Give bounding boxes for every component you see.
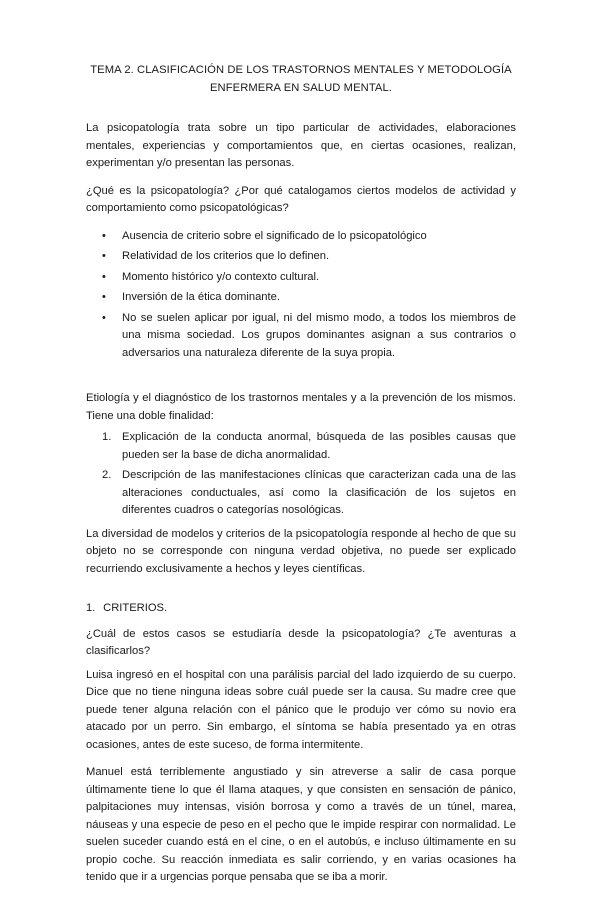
document-page <box>86 62 516 897</box>
etiology-paragraph: Etiología y el diagnóstico de los trastornos mentales y a la prevención de los mismos. Tiene una doble finalidad: <box>86 392 516 422</box>
criteria-bullet-list <box>86 228 516 363</box>
bullet-icon: • <box>102 250 106 262</box>
numbered-item <box>86 429 516 464</box>
numbered-item <box>86 467 516 520</box>
case-manuel-paragraph: Manuel está terriblemente angustiado y sin atreverse a salir de casa porque últimamente tiene lo que él llama ataques, y que consisten en sensación de pánico, palpitaciones muy intensas, visión borrosa y como a través de un túnel, marea, náuseas y una especie de peso en el pecho que le impide respirar con normalidad. Le suelen suceder cuando está en el cine, o en el autobús, e incluso últimamente en su propio coche. Su reacción inmediata es salir corriendo, y en varias ocasiones ha tenido que ir a urgencias porque pensaba que se iba a morir. <box>86 766 516 883</box>
document-title <box>86 62 516 97</box>
section-label: CRITERIOS. <box>103 602 168 614</box>
bullet-item <box>86 289 516 307</box>
bullet-text: No se suelen aplicar por igual, ni del mismo modo, a todos los miembros de una misma sociedad. Los grupos dominantes asignan a sus contrarios o adversarios una naturaleza diferente de la suya propia. <box>122 311 516 359</box>
bullet-text: Relatividad de los criterios que lo definen. <box>122 250 330 262</box>
intro-paragraph: La psicopatología trata sobre un tipo particular de actividades, elaboraciones mentales, experiencias y comportamientos que, en ciertas ocasiones, realizan, experimentan y/o presentan las personas. <box>86 122 516 169</box>
item-number: 2. <box>102 469 112 481</box>
bullet-icon: • <box>102 270 106 283</box>
bullet-icon: • <box>102 311 106 324</box>
title-line-1: TEMA 2. CLASIFICACIÓN DE LOS TRASTORNOS MENTALES Y METODOLOGÍA <box>90 64 512 76</box>
bullet-icon: • <box>102 229 106 242</box>
purpose-numbered-list <box>86 429 516 520</box>
bullet-icon: • <box>102 291 106 303</box>
bullet-text: Momento histórico y/o contexto cultural. <box>122 270 320 283</box>
diversity-paragraph: La diversidad de modelos y criterios de la psicopatología responde al hecho de que su objeto no se corresponde con ninguna verdad objetiva, no puede ser explicado recurriendo exclusivamente a hechos y leyes científicas. <box>86 527 516 575</box>
section-heading-criterios <box>86 600 516 618</box>
bullet-item <box>86 269 516 287</box>
title-line-2: ENFERMERA EN SALUD MENTAL. <box>209 81 393 94</box>
item-text: Explicación de la conducta anormal, búsqueda de las posibles causas que pueden ser la base de dicha anormalidad. <box>122 431 516 461</box>
bullet-text: Ausencia de criterio sobre el significado de lo psicopatológico <box>122 229 427 242</box>
bullet-item <box>86 310 516 363</box>
bullet-item <box>86 248 516 266</box>
bullet-text: Inversión de la ética dominante. <box>122 291 280 303</box>
case-luisa-paragraph: Luisa ingresó en el hospital con una parálisis parcial del lado izquierdo de su cuerpo. Dice que no tiene ninguna ideas sobre cuál puede ser la causa. Su madre cree que puede tener alguna relación con el pánico que le produjo ver cómo su novio era atacado por un perro. Sin embargo, el síntoma se había presentado ya en otras ocasiones, antes de este suceso, de forma intermitente. <box>86 668 516 751</box>
bullet-item <box>86 228 516 246</box>
question-paragraph: ¿Qué es la psicopatología? ¿Por qué catalogamos ciertos modelos de actividad y comportamiento como psicopatológicas? <box>86 184 516 214</box>
item-number: 1. <box>102 431 112 443</box>
section-number: 1. <box>86 602 96 614</box>
item-text: Descripción de las manifestaciones clínicas que caracterizan cada una de las alteraciones conductuales, así como la clasificación de los sujetos en diferentes cuadros o categorías nosológicas. <box>122 469 516 516</box>
cases-question: ¿Cuál de estos casos se estudiaría desde la psicopatología? ¿Te aventuras a clasificarlos? <box>86 627 516 657</box>
